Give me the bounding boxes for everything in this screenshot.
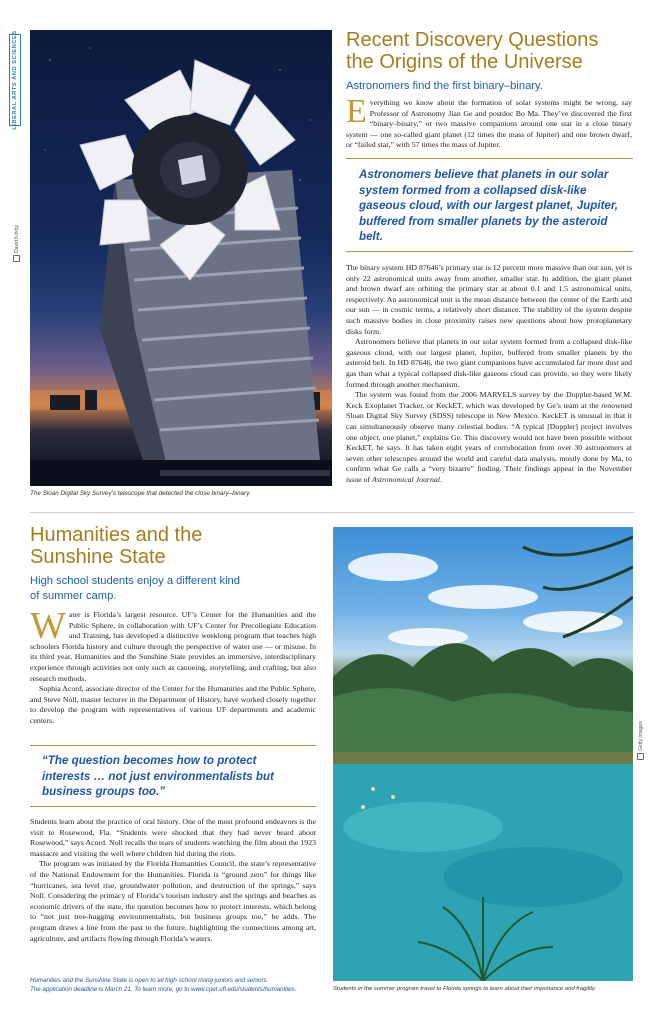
article1-body <box>346 263 632 485</box>
quote2-bottom-rule <box>30 806 316 807</box>
section-tab <box>9 30 21 130</box>
article1-pull-quote: Astronomers believe that planets in our solar system formed from a collapsed disk-like gaseous cloud, with our largest planet, Jupiter, buffered from smaller planets by the asteroid belt. <box>359 168 618 244</box>
camera-icon <box>13 255 20 262</box>
camera-icon <box>637 753 644 760</box>
telescope-photo <box>30 30 332 486</box>
article1-paragraph: The system was found from the 2006 MARVELS survey by the Doppler-based W.M. Keck Exoplanet Tracker, or KeckET, which was developed by Ge’s team at the renowned Sloan Digital Sky Survey (SDSS) telescope in New Mexico. KeckET is unusual in that it can simultaneously observe many celestial bodies. “A typical [Doppler] project involves one object, one planet,” explains Ge. This discovery would not have been possible without KeckET, he says. It has taken eight years of corroboration from over 30 astronomers at seven other telescopes around the world and careful data analysis, mostly done by Ma, to confirm what Ge calls a “very bizarre” finding. Their findings appear in the November issue of Astronomical Journal. <box>346 390 632 484</box>
article1-paragraph: The binary system HD 87646’s primary star is 12 percent more massive than our sun, yet is only 22 astronomical units away from another, smaller star. In addition, the giant planet and brown dwarf are orbiting the primary star at about 0.1 and 1.5 astronomical units, respectively. An astronomical unit is the mean distance between the center of the Earth and our sun — in cosmic terms, a relatively short distance. The stability of the system despite such massive bodies in close proximity raises new questions about how protoplanetary disks form. <box>346 263 632 336</box>
article2-body <box>30 817 316 944</box>
article2-paragraph: The program was initiated by the Florida Humanities Council, the state’s representative of the National Endowment for the Humanities. Florida is “ground zero” for things like “hurricanes, sea level rise, groundwater pollution, and destruction of the springs,” says Noll. Considering the primacy of Florida’s tourism industry and the springs and beaches as economic drivers of the state, the question becomes how to protect interests, which belong to “not just tree-hugging environmentalists, but business groups too,” he adds. The program draws a line from the past to the future, highlighting the connections among art, agriculture, and artifacts flowing through Florida’s waters. <box>30 859 316 943</box>
article1-title-line1: Recent Discovery Questions <box>346 29 599 51</box>
article2-dropcap: W <box>30 605 66 647</box>
section-tab-label: LIBERAL ARTS AND SCIENCES <box>12 30 18 130</box>
article2-pull-quote: “The question becomes how to protect interests … not just environmentalists but business groups too.” <box>42 754 274 799</box>
article1-title-line2: the Origins of the Universe <box>346 51 583 73</box>
article1-dropcap: E <box>346 93 367 130</box>
springs-caption: Students in the summer program travel to Florida springs to learn about their importance and fragility. <box>333 986 597 992</box>
telescope-illustration <box>30 30 332 486</box>
photo-credit-springs: Getty Images <box>637 721 644 760</box>
article2-paragraph: Students learn about the practice of oral history. One of the most profound endeavors is the visit to Rosewood, Fla. “Students were shocked that they had never heard about Rosewood,” says Acord. Noll recalls the tears of students watching the film about the 1923 massacre and visiting the well where children hid during the riots. <box>30 817 316 858</box>
springs-photo <box>333 527 633 981</box>
article2-subtitle: High school students enjoy a different kind of summer camp. <box>30 575 241 602</box>
journal-name: Astronomical Journal <box>372 474 440 484</box>
section-divider <box>30 512 634 513</box>
quote-bottom-rule <box>346 251 633 252</box>
article1-subtitle: Astronomers find the first binary–binary. <box>346 80 543 92</box>
article1-title <box>346 29 646 73</box>
quote2-top-rule <box>30 745 316 746</box>
program-footnote: Humanities and the Sunshine State is open to all high school rising juniors and seniors. The application deadline is March 21. To learn more, go to www.cpet.ufl.edu/students/humanities. <box>30 977 297 993</box>
article2-title <box>30 524 320 568</box>
article2-paragraph: Sophia Acord, associate director of the Center for the Humanities and the Public Sphere, and Steve Noll, master lecturer in the Department of History, have worked closely together to develop the program with representatives of various UF departments and academic centers. <box>30 684 316 725</box>
telescope-caption: The Sloan Digital Sky Survey’s telescope that detected the close binary–binary. <box>30 490 251 497</box>
quote-top-rule <box>346 158 633 159</box>
article1-intro: Everything we know about the formation of solar systems might be wrong, say Professor of Astronomy Jian Ge and postdoc Bo Ma. They’ve discovered the first “binary–binary,” or two massive companions around one star in a close binary system — one so-called giant planet (12 times the mass of Jupiter) and one brown dwarf, or “failed star,” with 57 times the mass of Jupiter. <box>346 93 632 150</box>
article2-title-line2: Sunshine State <box>30 546 166 568</box>
article2-title-line1: Humanities and the <box>30 524 203 546</box>
article2-intro: Water is Florida’s largest resource. UF’s Center for the Humanities and the Public Sphere, in collaboration with UF’s Center for Precollegiate Education and Training, has developed a distinctive weeklong program that teaches high schoolers Florida history and culture through the perspective of water use — or misuse. In its third year, Humanities and the Sunshine State provides an immersive, interdisciplinary experience through activities not only such as canoeing, storytelling, and crafting, but also research methods. Sophia Acord, associate director of the Center for the Humanities and the Public Sphere, and Steve Noll, master lecturer in the Department of History, have worked closely together to develop the program with representatives of various UF departments and academic centers. <box>30 605 316 725</box>
article1-paragraph: Astronomers believe that planets in our solar system formed from a collapsed disk-like gaseous cloud, with our largest planet, Jupiter, buffered from smaller planets by the asteroid belt. In HD 87646, the two giant companions have accumulated far more dust and gas than what a typical collapsed disk-like gaseous cloud can provide, so they were likely formed through another mechanism. <box>346 337 632 389</box>
springs-illustration <box>333 527 633 981</box>
photo-credit-telescope: David Kirkby <box>13 225 20 262</box>
